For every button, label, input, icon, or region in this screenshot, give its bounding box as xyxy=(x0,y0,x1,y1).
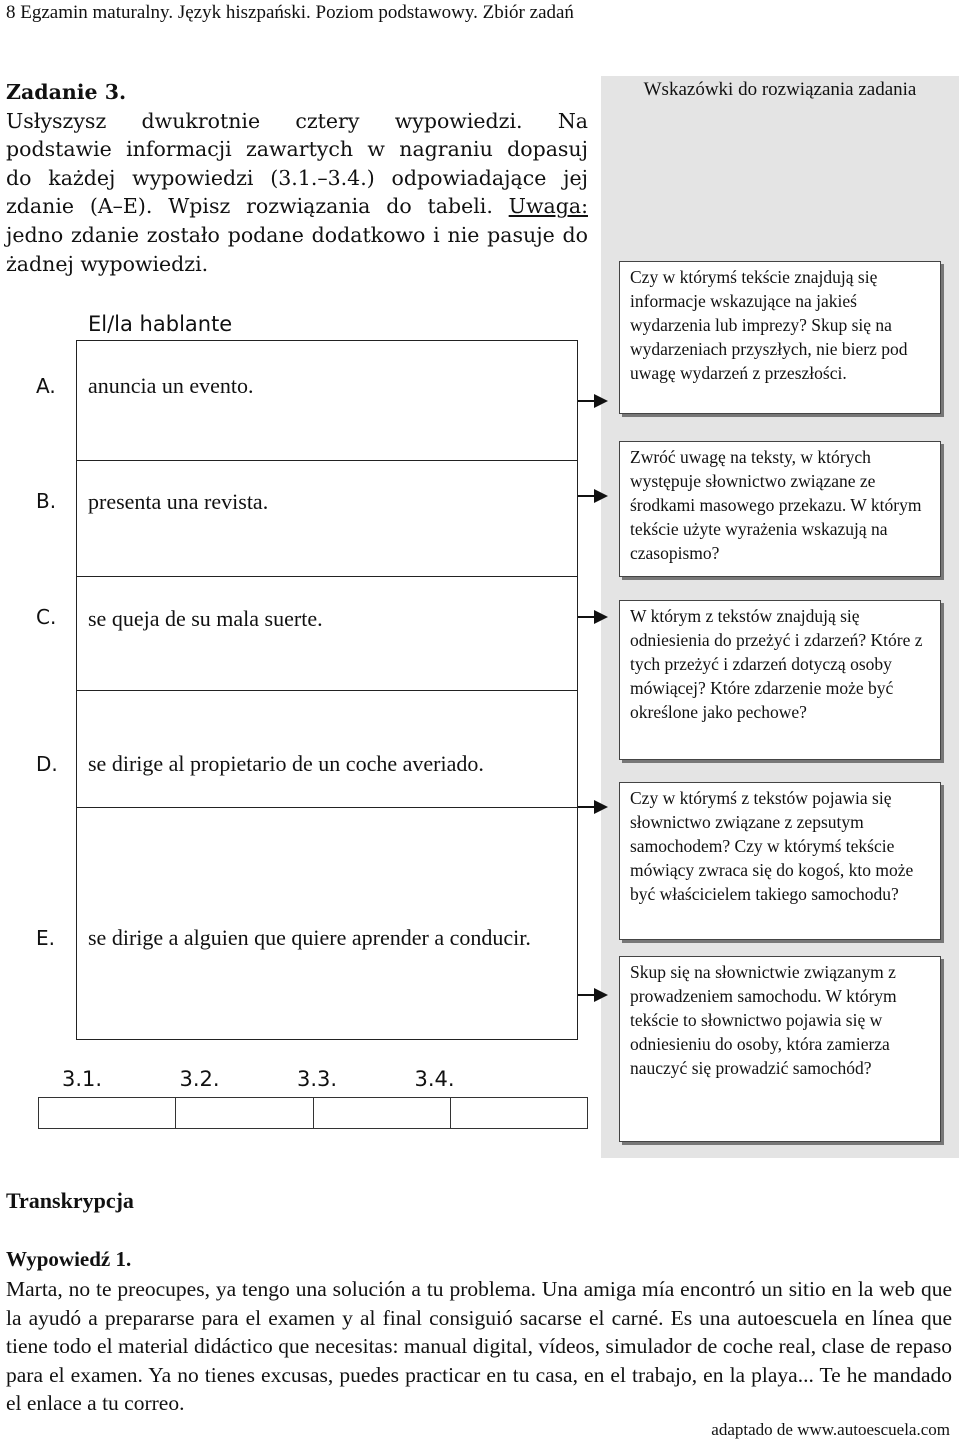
answer-label: 3.1. xyxy=(62,1067,103,1091)
statements-table xyxy=(6,340,578,1040)
table-border xyxy=(76,1039,578,1040)
hint-box-b: Zwróć uwagę na teksty, w których występuje słownictwo związane ze środkami masowego przekazu. W którym tekście użyte wyrażenia wskazują na czasopismo? xyxy=(619,441,941,577)
arrow-icon xyxy=(578,988,608,1002)
option-text-b: presenta una revista. xyxy=(88,489,269,514)
answer-cell-3-3[interactable] xyxy=(314,1098,451,1128)
answer-labels xyxy=(62,1067,532,1097)
hints-panel xyxy=(601,76,959,1158)
hint-box-a: Czy w którymś tekście znajdują się informacje wskazujące na jakieś wydarzenia lub imprezy? Skup się na wydarzeniach przyszłych, nie bierz pod uwagę wydarzeń z przeszłości. xyxy=(619,261,941,414)
option-letter-b: B. xyxy=(36,489,57,513)
answer-cell-3-1[interactable] xyxy=(39,1098,176,1128)
option-letter-a: A. xyxy=(36,374,56,398)
option-text-a: anuncia un evento. xyxy=(88,373,254,398)
table-row-divider xyxy=(76,460,578,461)
option-letter-d: D. xyxy=(36,752,58,776)
task-title: Zadanie 3. xyxy=(6,80,127,104)
task-line: żadnej wypowiedzi. xyxy=(6,251,209,276)
task-line: Usłyszysz dwukrotnie cztery wypowiedzi. Na xyxy=(6,108,588,133)
transcript-subtitle: Wypowiedź 1. xyxy=(6,1247,132,1271)
arrow-icon xyxy=(578,489,608,503)
table-row-divider xyxy=(76,690,578,691)
arrow-icon xyxy=(578,610,608,624)
task-line: podstawie informacji zawartych w nagraniu dopasuj xyxy=(6,137,588,162)
task-line xyxy=(6,192,588,221)
transcript-title: Transkrypcja xyxy=(6,1188,134,1213)
task-line-text: zdanie (A–E). Wpisz rozwiązania do tabeli. xyxy=(6,194,493,219)
table-row-divider xyxy=(76,807,578,808)
option-text-d: se dirige al propietario de un coche averiado. xyxy=(88,751,484,776)
hints-title: Wskazówki do rozwiązania zadania xyxy=(643,79,917,100)
hint-box-d: Czy w którymś z tekstów pojawia się słownictwo związane z zepsutym samochodem? Czy w którymś tekście mówiący zwraca się do kogoś, kto może być właścicielem takiego samochodu? xyxy=(619,782,941,940)
uwaga-label: Uwaga: xyxy=(508,194,588,219)
answer-label: 3.4. xyxy=(414,1067,455,1091)
table-border xyxy=(76,340,578,341)
answer-label: 3.2. xyxy=(179,1067,220,1091)
arrow-icon xyxy=(578,394,608,408)
option-letter-e: E. xyxy=(36,926,55,950)
task-line: jedno zdanie zostało podane dodatkowo i nie pasuje do xyxy=(6,222,588,247)
table-row-divider xyxy=(76,576,578,577)
answer-cell-3-2[interactable] xyxy=(176,1098,313,1128)
hint-box-e: Skup się na słownictwie związanym z prowadzeniem samochodu. W którym tekście to słownictwo pojawia się w odniesieniu do osoby, która zamierza nauczyć się prowadzić samochód? xyxy=(619,956,941,1142)
answer-cell-3-4[interactable] xyxy=(451,1098,587,1128)
answer-table xyxy=(40,1067,588,1129)
option-text-e-content: se dirige a alguien que quiere aprender a conducir. xyxy=(88,925,531,950)
option-text-c: se queja de su mala suerte. xyxy=(88,606,323,631)
speaker-heading: El/la hablante xyxy=(88,312,233,336)
option-letter-c: C. xyxy=(36,605,57,629)
option-text-e xyxy=(88,924,558,952)
transcript-text: Marta, no te preocupes, ya tengo una solución a tu problema. Una amiga mía encontró un sitio en la web que la ayudó a prepararse para el examen y al final consiguió sacarse el carné. Es una autoescuela en línea que tiene todo el material didáctico que necesitas: manual digital, vídeos, simulador de coche real, clase de repaso para el examen. Ya no tienes excusas, puedes practicar en tu casa, en el trabajo, en la playa... Te he mandado el enlace a tu correo. xyxy=(6,1277,952,1415)
hint-box-c: W którym z tekstów znajdują się odniesienia do przeżyć i zdarzeń? Które z tych przeżyć i zdarzeń dotyczą osoby mówiącej? Które zdarzenie może być określone jako pechowe? xyxy=(619,600,941,760)
answer-label: 3.3. xyxy=(297,1067,338,1091)
task-line: do każdej wypowiedzi (3.1.–3.4.) odpowiadające jej xyxy=(6,165,588,190)
arrow-icon xyxy=(578,800,608,814)
answer-boxes xyxy=(38,1097,588,1129)
page-header: 8 Egzamin maturalny. Język hiszpański. Poziom podstawowy. Zbiór zadań xyxy=(6,2,574,23)
transcript-source: adaptado de www.autoescuela.com xyxy=(711,1420,950,1439)
task-instructions xyxy=(6,78,588,278)
